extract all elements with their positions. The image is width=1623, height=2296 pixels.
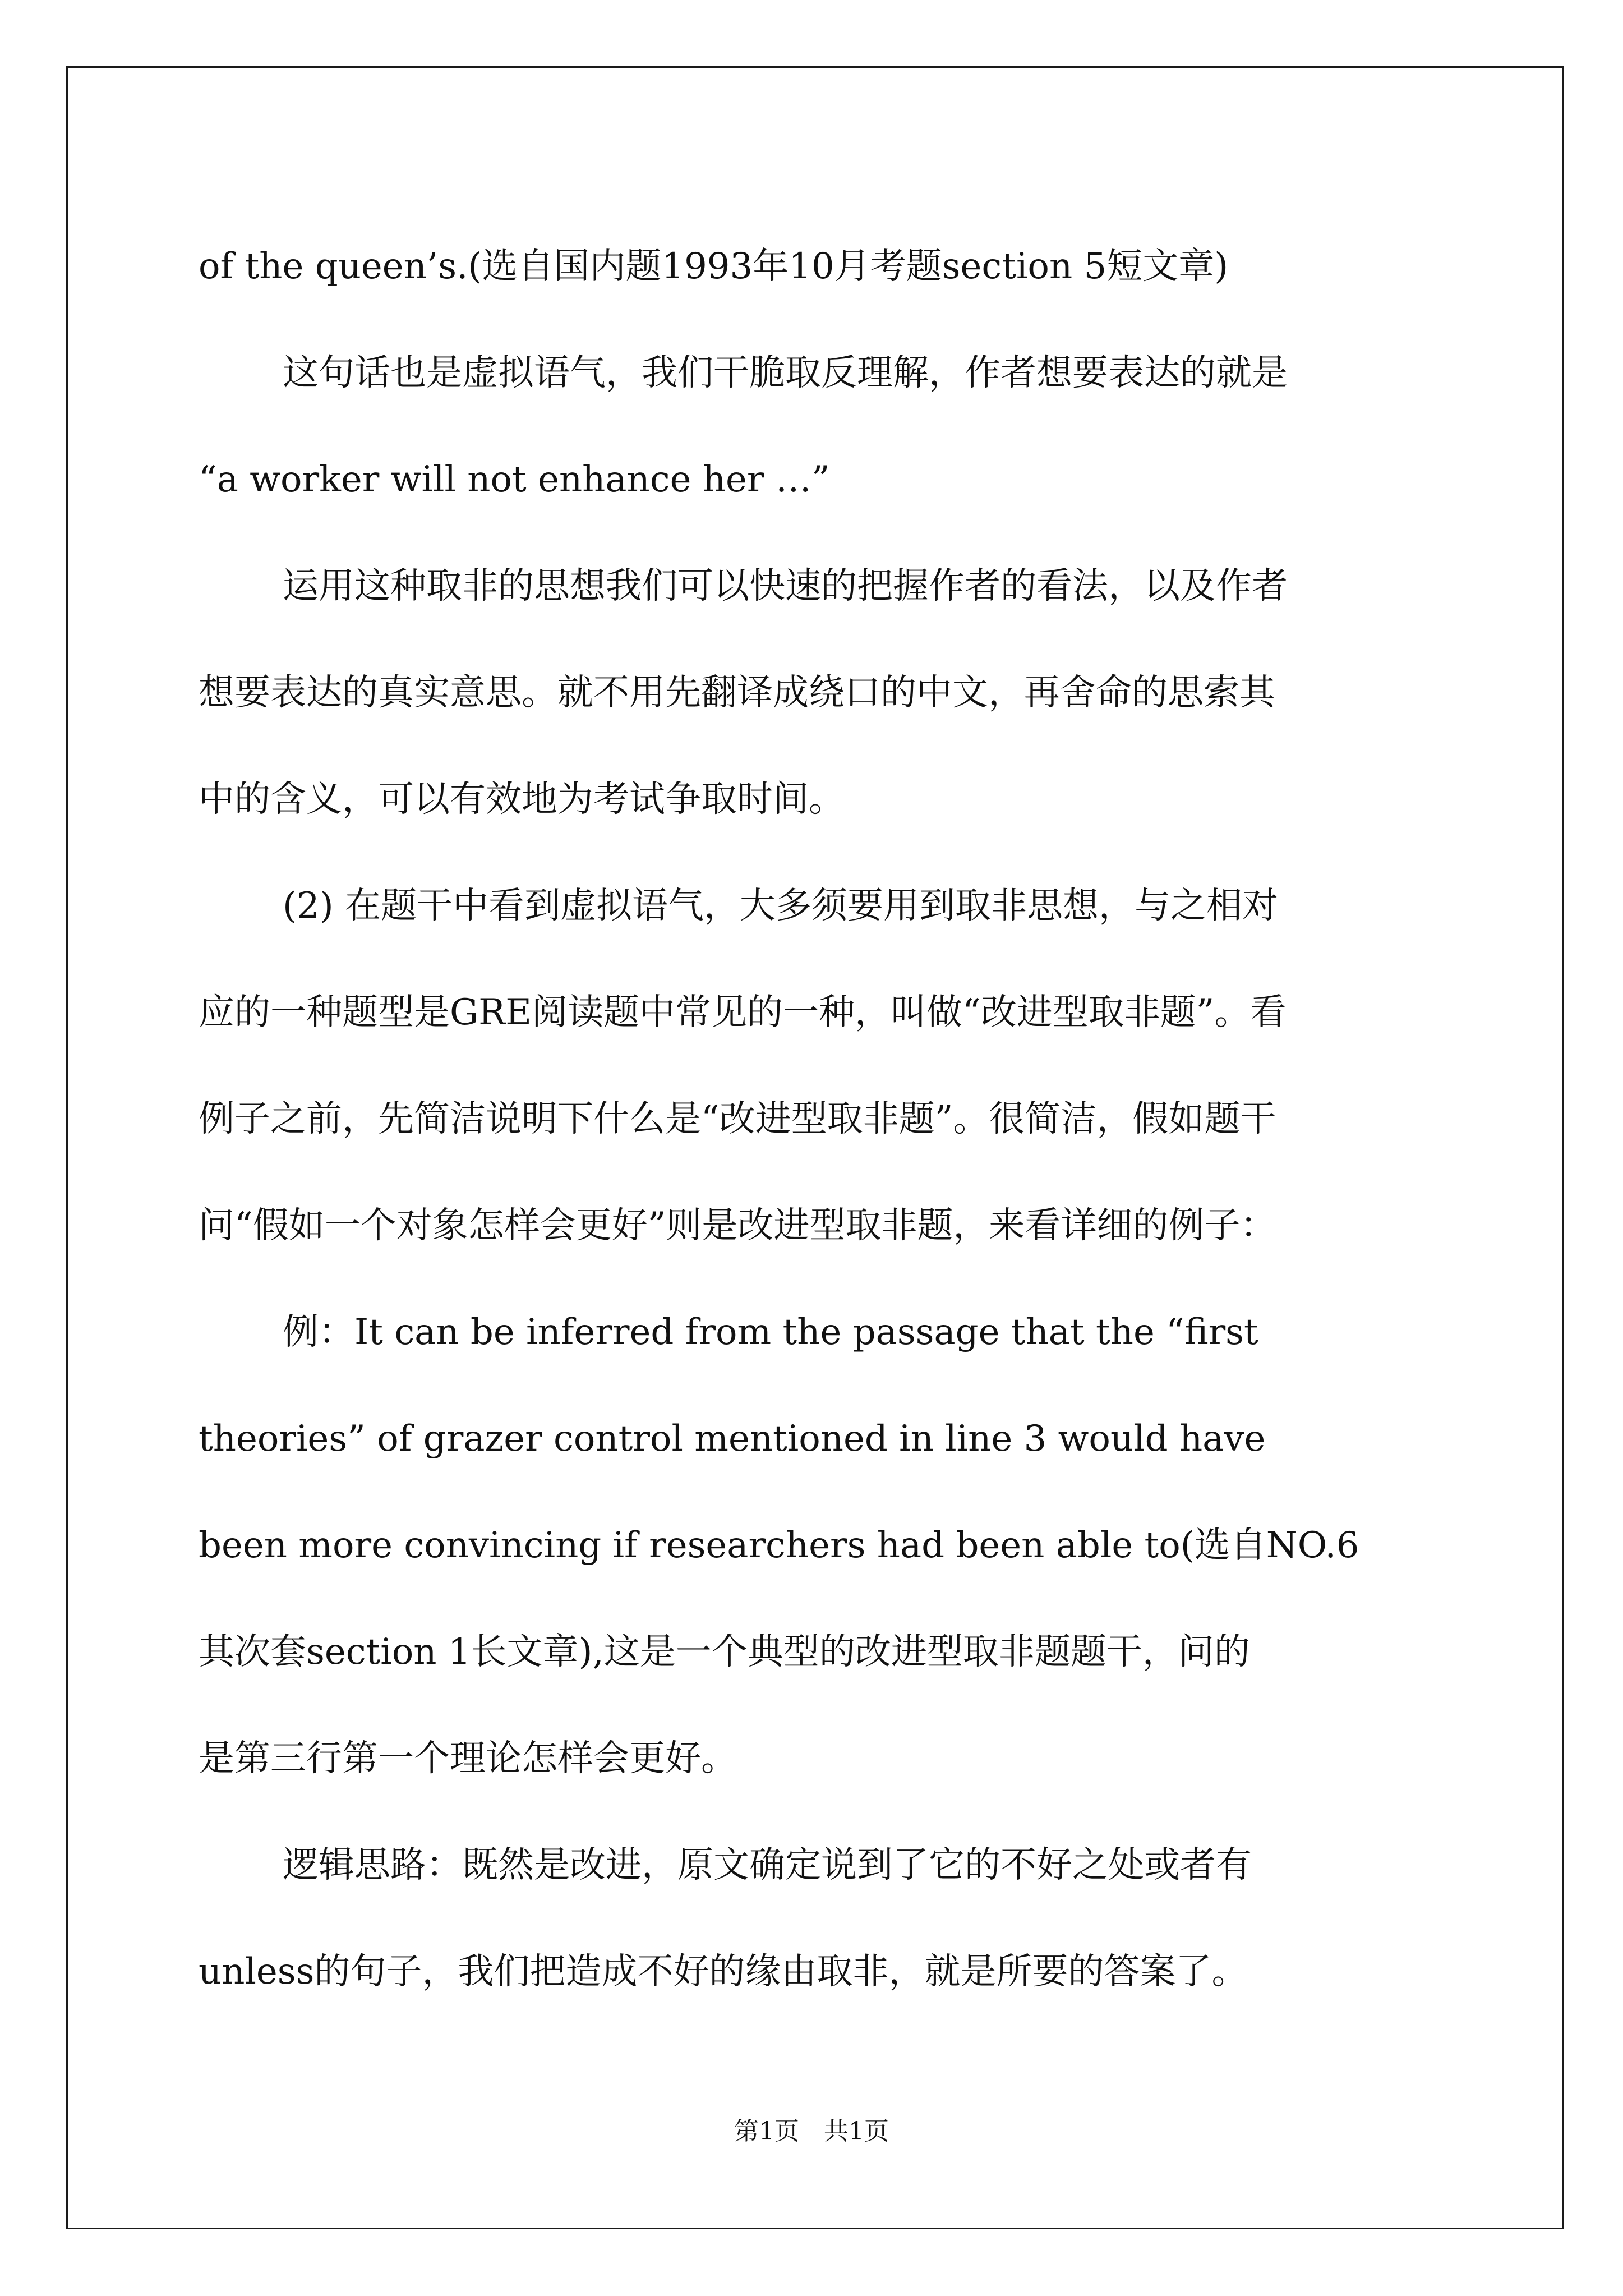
text-line-10: 问“假如一个对象怎样会更好”则是改进型取非题，来看详细的例子：	[199, 1205, 1276, 1246]
text-line-1: of the queen’s.(选自国内题1993年10月考题section 5短文章)	[199, 246, 1229, 287]
text-line-9: 例子之前，先简洁说明下什么是“改进型取非题”。很简洁，假如题干	[199, 1098, 1276, 1140]
text-line-16: 逻辑思路：既然是改进，原文确定说到了它的不好之处或者有	[283, 1844, 1252, 1886]
text-line-15: 是第三行第一个理论怎样会更好。	[199, 1738, 737, 1779]
text-line-7: (2) 在题干中看到虚拟语气，大多须要用到取非思想，与之相对	[283, 885, 1278, 927]
text-line-14: 其次套section 1长文章),这是一个典型的改进型取非题题干，问的	[199, 1631, 1250, 1673]
text-line-2: 这句话也是虚拟语气，我们干脆取反理解，作者想要表达的就是	[283, 352, 1288, 394]
text-line-17: unless的句子，我们把造成不好的缘由取非，就是所要的答案了。	[199, 1951, 1248, 1993]
text-line-3: “a worker will not enhance her …”	[199, 459, 830, 500]
text-line-8: 应的一种题型是GRE阅读题中常见的一种，叫做“改进型取非题”。看	[199, 992, 1287, 1033]
document-body	[199, 213, 1449, 2025]
text-line-4: 运用这种取非的思想我们可以快速的把握作者的看法，以及作者	[283, 565, 1288, 607]
text-line-13: been more convincing if researchers had been able to(选自NO.6	[199, 1525, 1359, 1566]
page-footer: 第1页 共1页	[734, 2117, 889, 2146]
text-line-6: 中的含义，可以有效地为考试争取时间。	[199, 779, 845, 820]
text-line-5: 想要表达的真实意思。就不用先翻译成绕口的中文，再舍命的思索其	[199, 672, 1275, 714]
text-line-12: theories” of grazer control mentioned in line 3 would have	[199, 1418, 1266, 1460]
text-line-11: 例：It can be inferred from the passage that the “first	[283, 1312, 1258, 1353]
